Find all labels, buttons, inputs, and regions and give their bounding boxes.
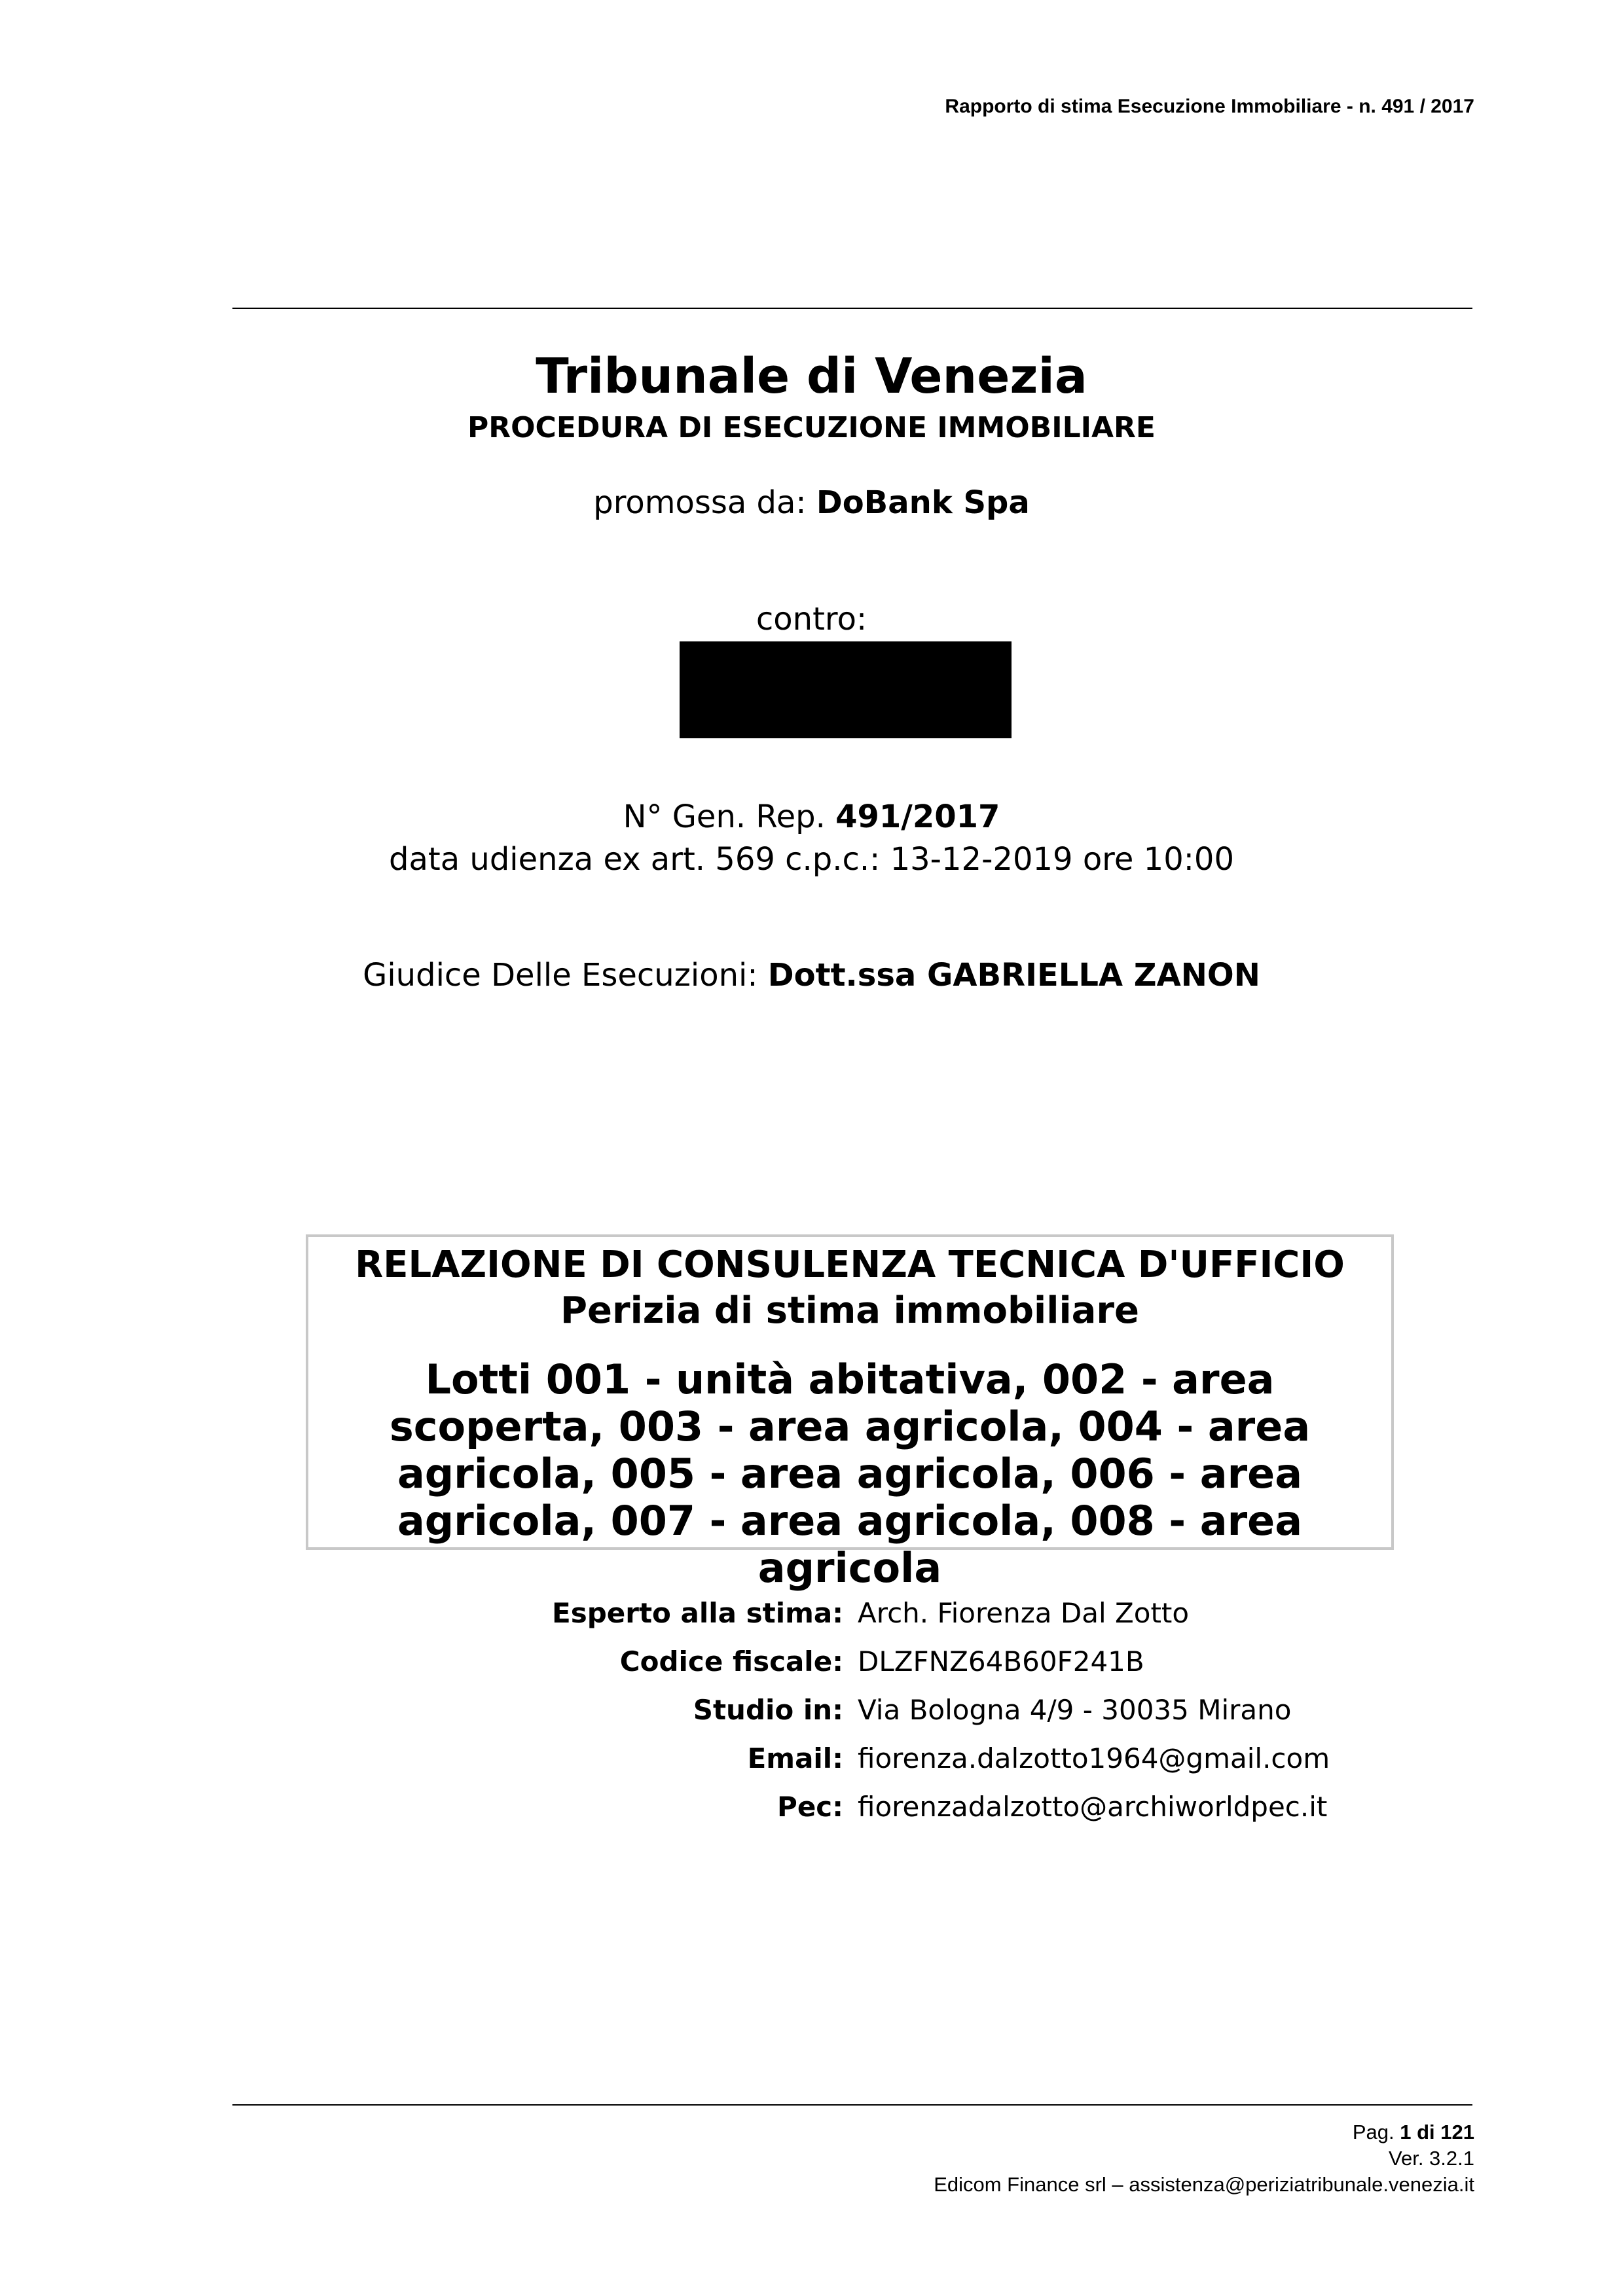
report-reference-header: Rapporto di stima Esecuzione Immobiliare - n. 491 / 2017	[945, 96, 1474, 117]
studio-row	[0, 1694, 1623, 1742]
promoter-name: DoBank Spa	[816, 484, 1030, 521]
redacted-defendant-name	[680, 641, 1012, 738]
studio-value: Via Bologna 4/9 - 30035 Mirano	[858, 1694, 1292, 1726]
expert-row	[0, 1597, 1623, 1645]
pec-label: Pec:	[777, 1791, 843, 1823]
tax-code-row	[0, 1645, 1623, 1694]
page-number	[934, 2119, 1474, 2145]
expert-label: Esperto alla stima:	[552, 1597, 843, 1629]
judge-name: Dott.ssa GABRIELLA ZANON	[767, 957, 1260, 994]
email-row	[0, 1742, 1623, 1791]
judge-label: Giudice Delle Esecuzioni:	[363, 957, 768, 994]
pec-row	[0, 1791, 1623, 1839]
email-label: Email:	[747, 1742, 843, 1774]
email-value: fiorenza.dalzotto1964@gmail.com	[858, 1742, 1330, 1774]
page-prefix: Pag.	[1352, 2121, 1400, 2144]
report-title-box	[306, 1234, 1394, 1592]
page-footer	[934, 2119, 1474, 2198]
general-register-line	[0, 798, 1623, 835]
report-subtitle: Perizia di stima immobiliare	[560, 1289, 1140, 1332]
lots-description: Lotti 001 - unità abitativa, 002 - area scoperta, 003 - area agricola, 004 - area agricola, 005 - area agricola, 006 - area agricola, 007 - area agricola, 008 - area agricola	[389, 1355, 1311, 1592]
hearing-date-line: data udienza ex art. 569 c.p.c.: 13-12-2019 ore 10:00	[389, 841, 1234, 878]
promoter-label: promossa da:	[593, 484, 816, 521]
version-label: Ver. 3.2.1	[1389, 2147, 1474, 2170]
promoter-line	[0, 484, 1623, 521]
rep-number: 491/2017	[835, 798, 1000, 835]
page-total: 121	[1440, 2121, 1474, 2144]
expert-details	[0, 1597, 1623, 1839]
company-contact: Edicom Finance srl – assistenza@periziatribunale.venezia.it	[934, 2173, 1474, 2196]
page-of: di	[1411, 2121, 1441, 2144]
tax-code-value: DLZFNZ64B60F241B	[858, 1645, 1144, 1677]
report-title: RELAZIONE DI CONSULENZA TECNICA D'UFFICIO	[355, 1244, 1345, 1286]
top-divider	[232, 308, 1472, 309]
rep-label: N° Gen. Rep.	[623, 798, 836, 835]
court-title: Tribunale di Venezia	[536, 348, 1087, 404]
judge-line	[0, 957, 1623, 994]
pec-value: fiorenzadalzotto@archiworldpec.it	[858, 1791, 1328, 1823]
studio-label: Studio in:	[693, 1694, 843, 1726]
bottom-divider	[232, 2104, 1472, 2106]
page-current: 1	[1400, 2121, 1412, 2144]
expert-value: Arch. Fiorenza Dal Zotto	[858, 1597, 1190, 1629]
against-label: contro:	[756, 601, 867, 637]
procedure-subtitle: PROCEDURA DI ESECUZIONE IMMOBILIARE	[467, 411, 1156, 444]
tax-code-label: Codice fiscale:	[619, 1645, 843, 1677]
